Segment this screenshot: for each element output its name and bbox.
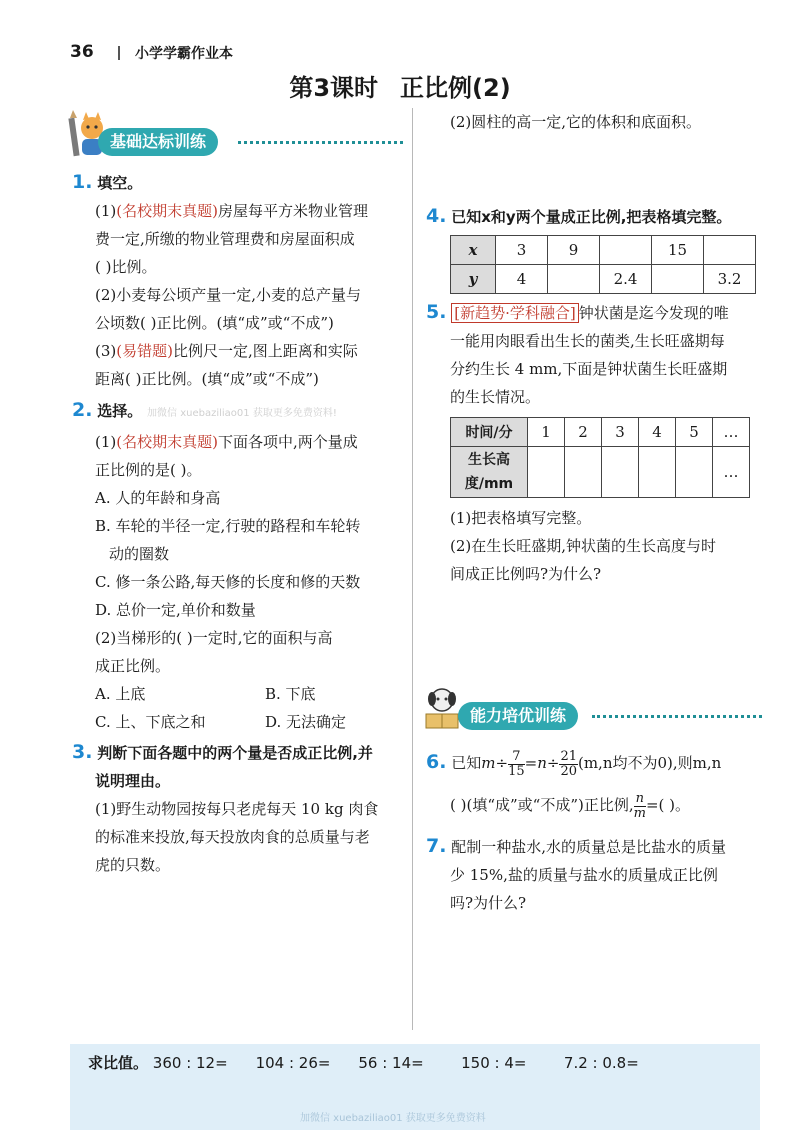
q4-table-cell <box>600 236 652 265</box>
q1-p2-blank: 公顷数( )正比例。(填“成”或“不成”) <box>95 314 334 332</box>
ratio-item: 360 : 12= <box>152 1054 228 1072</box>
q4-table-cell <box>548 265 600 294</box>
q7-text: 配制一种盐水,水的质量总是比盐水的质量 <box>451 838 727 856</box>
q2-p2-text: (2)当梯形的( )一定时,它的面积与高 <box>95 629 333 647</box>
ratio-item: 56 : 14= <box>358 1054 424 1072</box>
ratio-item: 7.2 : 0.8= <box>563 1054 639 1072</box>
q6-fraction-2 <box>559 750 578 779</box>
q4-table-cell: 9 <box>548 236 600 265</box>
q4-table-cell <box>704 236 756 265</box>
question-4 <box>426 202 766 294</box>
footer-label: 求比值。 <box>88 1054 149 1072</box>
question-2 <box>72 396 407 736</box>
q6-ratio-den: m <box>633 805 646 821</box>
q5-sub-1: (1)把表格填写完整。 <box>450 509 592 527</box>
q2-p2-option-d: D. 无法确定 <box>265 713 347 731</box>
footer-line <box>88 1052 639 1073</box>
q6-blank-2: =( )。 <box>645 796 690 814</box>
q5-table-header-line: 生长高 <box>468 452 510 468</box>
q1-p2-text: (2)小麦每公顷产量一定,小麦的总产量与 <box>95 286 362 304</box>
question-1 <box>72 168 407 393</box>
q2-option-c: C. 修一条公路,每天修的长度和修的天数 <box>95 573 361 591</box>
q1-p1-tag: (名校期末真题) <box>116 202 218 220</box>
q5-table-cell: 3 <box>602 418 639 447</box>
q4-heading: 已知x和y两个量成正比例,把表格填完整。 <box>451 208 732 226</box>
q3-p1-text3: 虎的只数。 <box>95 856 171 874</box>
q1-number: 1. <box>72 171 93 193</box>
q6-number: 6. <box>426 751 447 773</box>
q3-heading-cont: 说明理由。 <box>95 772 171 790</box>
book-title: 小学学霸作业本 <box>135 46 233 62</box>
ratio-item: 104 : 26= <box>255 1054 331 1072</box>
q1-p3-text: 比例尺一定,图上距离和实际 <box>172 342 358 360</box>
section-basic-title: 基础达标训练 <box>98 128 218 156</box>
lesson-topic: 正比例(2) <box>400 74 511 102</box>
q7-number: 7. <box>426 835 447 857</box>
q3-heading: 判断下面各题中的两个量是否成正比例,并 <box>97 744 373 762</box>
q5-table-cell <box>676 447 713 498</box>
question-7 <box>426 832 771 917</box>
q5-table-header-line: 度/mm <box>464 476 514 492</box>
q6-text: 已知 <box>451 754 482 772</box>
q2-p1-tag: (名校期末真题) <box>116 433 218 451</box>
q5-text3: 分约生长 4 mm,下面是钟状菌生长旺盛期 <box>450 360 728 378</box>
q5-number: 5. <box>426 301 447 323</box>
q2-option-b-cont: 动的圈数 <box>109 545 170 563</box>
q6-blank-1: ( )(填“成”或“不成”)正比例, <box>450 796 634 814</box>
q4-table-cell: 15 <box>652 236 704 265</box>
q2-p2-option-a: A. 上底 <box>95 685 146 703</box>
q2-p1-text: 下面各项中,两个量成 <box>217 433 358 451</box>
q5-table-cell: 5 <box>676 418 713 447</box>
q5-tag: [新趋势·学科融合] <box>451 303 578 323</box>
q4-table-cell <box>652 265 704 294</box>
q2-p2-option-b: B. 下底 <box>265 685 316 703</box>
question-5 <box>426 298 766 588</box>
q5-table-cell: … <box>713 447 750 498</box>
section-dots <box>592 715 762 718</box>
q5-table-cell: 2 <box>565 418 602 447</box>
q1-heading: 填空。 <box>97 174 143 192</box>
q3-number: 3. <box>72 741 93 763</box>
section-advanced-title: 能力培优训练 <box>458 702 578 730</box>
q6-fraction-1-den: 15 <box>508 763 525 779</box>
q5-table-cell <box>602 447 639 498</box>
q7-text3: 吗?为什么? <box>450 894 527 912</box>
footer-ratio-exercise <box>70 1044 760 1130</box>
q3-part-2: (2)圆柱的高一定,它的体积和底面积。 <box>450 113 702 131</box>
footer-watermark: 加微信 xuebaziliao01 获取更多免费资料 <box>300 1113 486 1124</box>
q2-p1-text2: 正比例的是( )。 <box>95 461 202 479</box>
q6-text-cont: (m,n均不为0),则m,n <box>577 754 722 772</box>
q5-table-cell <box>528 447 565 498</box>
q4-table-cell: y <box>451 265 496 294</box>
q5-table-cell: 1 <box>528 418 565 447</box>
q6-var-n: n <box>537 754 547 772</box>
q1-p1-text: 房屋每平方米物业管理 <box>217 202 368 220</box>
q4-table-cell: 2.4 <box>600 265 652 294</box>
q5-sub-2-cont: 间成正比例吗?为什么? <box>450 565 602 583</box>
q4-table-cell: 3.2 <box>704 265 756 294</box>
q6-var-m: m <box>481 754 496 772</box>
q5-text4: 的生长情况。 <box>450 388 541 406</box>
q5-text: 钟状菌是迄今发现的唯 <box>578 304 729 322</box>
q2-heading: 选择。 <box>97 402 143 420</box>
q2-option-d: D. 总价一定,单价和数量 <box>95 601 256 619</box>
q4-table-cell: x <box>451 236 496 265</box>
q7-text2: 少 15%,盐的质量与盐水的质量成正比例 <box>450 866 718 884</box>
q2-option-b: B. 车轮的半径一定,行驶的路程和车轮转 <box>95 517 361 535</box>
q5-table-header <box>451 447 528 498</box>
q5-table-cell: 4 <box>639 418 676 447</box>
q4-table <box>450 235 756 294</box>
q3-p1-text2: 的标准来投放,每天投放肉食的总质量与老 <box>95 828 370 846</box>
q4-table-cell: 4 <box>496 265 548 294</box>
section-dots <box>238 141 403 144</box>
q6-equals: = <box>524 754 538 772</box>
q6-fraction-1 <box>508 750 525 779</box>
q5-table <box>450 417 750 498</box>
question-3 <box>72 738 407 879</box>
q2-number: 2. <box>72 399 93 421</box>
q6-divide: ÷ <box>495 754 509 772</box>
q1-p3-tag: (易错题) <box>116 342 173 360</box>
q5-table-header: 时间/分 <box>451 418 528 447</box>
q1-p3-index: (3) <box>95 342 117 360</box>
page-title <box>0 68 800 103</box>
q6-divide: ÷ <box>546 754 560 772</box>
watermark: 加微信 xuebaziliao01 获取更多免费资料! <box>147 408 337 419</box>
q5-text2: 一能用肉眼看出生长的菌类,生长旺盛期每 <box>450 332 725 350</box>
ratio-item: 150 : 4= <box>461 1054 527 1072</box>
q6-fraction-2-num: 21 <box>560 748 577 764</box>
q1-p1-blank: ( )比例。 <box>95 258 157 276</box>
page-number: 36 <box>70 42 94 62</box>
q6-fraction-2-den: 20 <box>560 763 577 779</box>
q2-p2-text2: 成正比例。 <box>95 657 171 675</box>
q6-fraction-1-num: 7 <box>508 750 525 765</box>
q5-table-cell <box>639 447 676 498</box>
section-basic-header <box>70 128 405 158</box>
q3-p1-text: (1)野生动物园按每只老虎每天 10 kg 肉食 <box>95 800 379 818</box>
q2-option-a: A. 人的年龄和身高 <box>95 489 221 507</box>
question-6 <box>426 744 771 823</box>
column-divider <box>412 108 413 1030</box>
q1-p3-blank: 距离( )正比例。(填“成”或“不成”) <box>95 370 319 388</box>
q5-table-cell: … <box>713 418 750 447</box>
q6-ratio-num: n <box>635 790 644 806</box>
header-separator <box>118 46 120 60</box>
q2-p2-option-c: C. 上、下底之和 <box>95 713 206 731</box>
q4-number: 4. <box>426 205 447 227</box>
q1-p1-text2: 费一定,所缴的物业管理费和房屋面积成 <box>95 230 355 248</box>
section-advanced-header <box>402 702 762 732</box>
q5-sub-2: (2)在生长旺盛期,钟状菌的生长高度与时 <box>450 537 717 555</box>
q5-table-cell <box>565 447 602 498</box>
lesson-number: 第3课时 <box>289 74 379 102</box>
q6-ratio-fraction <box>634 792 646 821</box>
q2-p1-index: (1) <box>95 433 117 451</box>
q1-p1-index: (1) <box>95 202 117 220</box>
q4-table-cell: 3 <box>496 236 548 265</box>
dog-reading-mascot-icon <box>422 686 462 734</box>
